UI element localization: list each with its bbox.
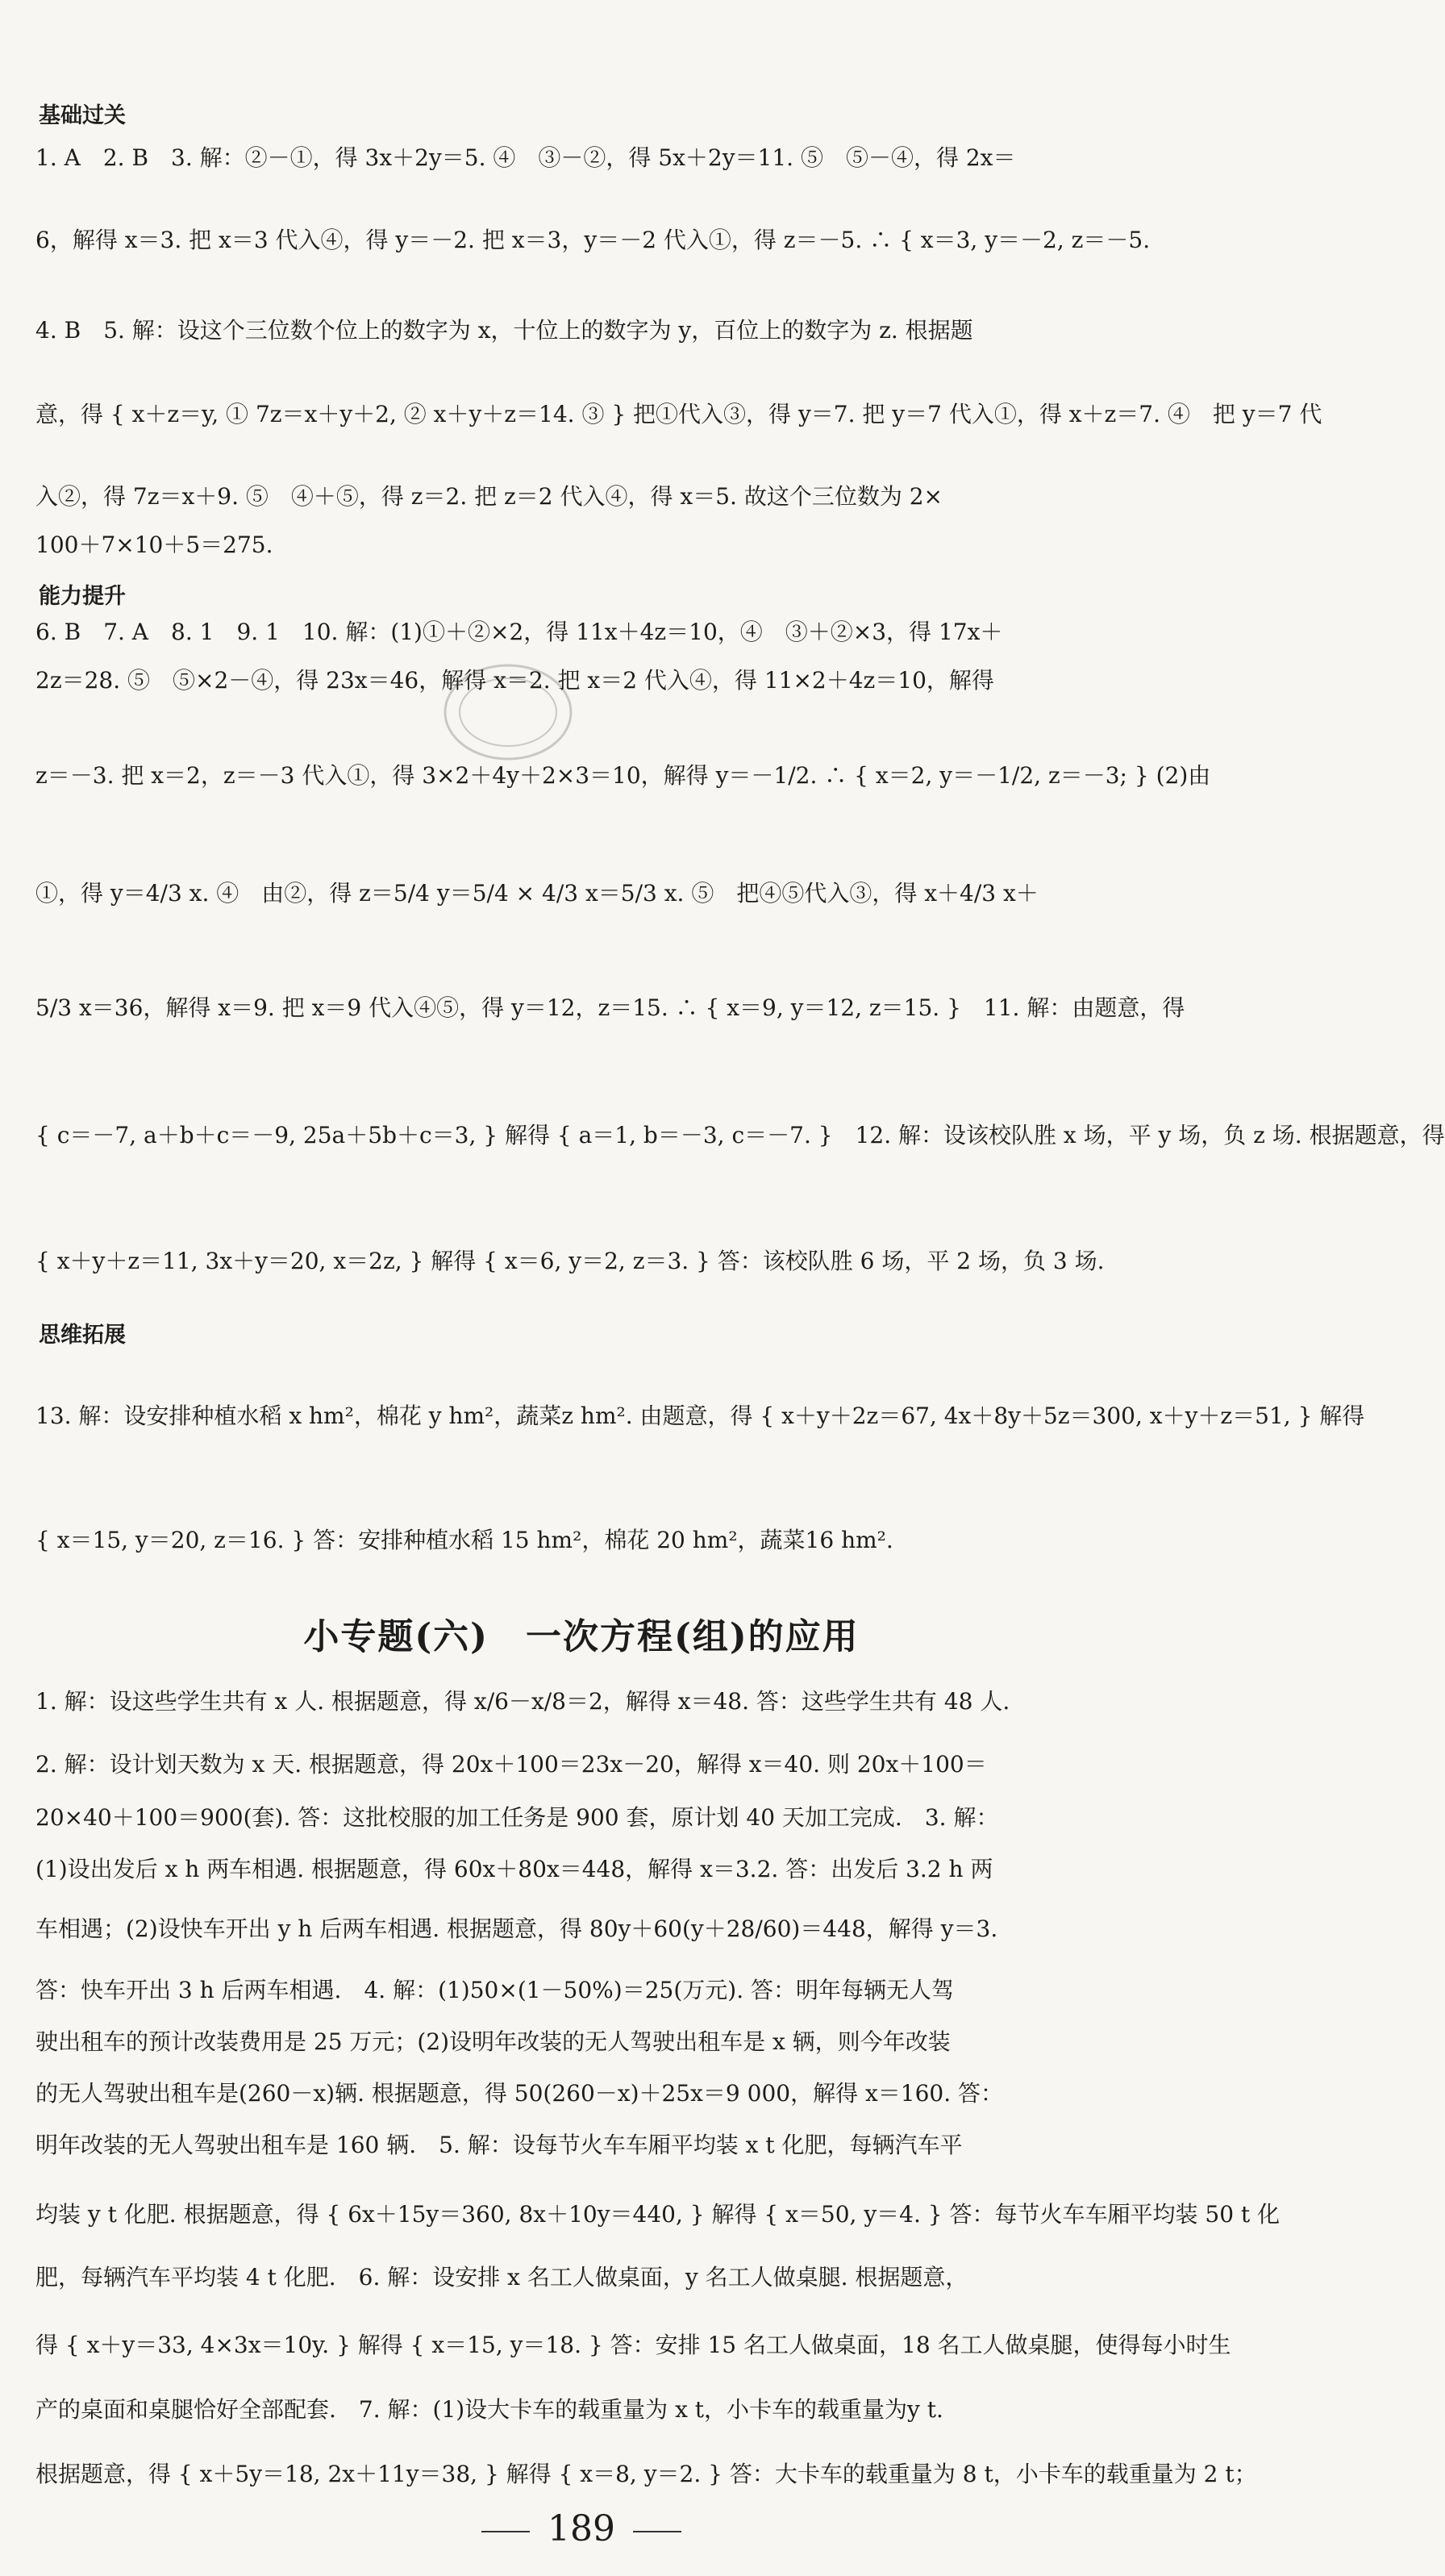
answer-line-10: ①，得 y＝4/3 x. ④ 由②，得 z＝5/4 y＝5/4 × 4/3 x＝5/3 x. ⑤ 把④⑤代入③，得 x＋4/3 x＋ bbox=[35, 880, 1039, 907]
answer-line-19: (1)设出发后 x h 两车相遇. 根据题意，得 60x＋80x＝448，解得 x＝3.2. 答：出发后 3.2 h 两 bbox=[35, 1856, 993, 1882]
page-number-left-rule bbox=[481, 2531, 530, 2532]
answer-line-2: 6，解得 x＝3. 把 x＝3 代入④，得 y＝－2. 把 x＝3，y＝－2 代入①，得 z＝－5. ∴ { x＝3, y＝－2, z＝－5. bbox=[35, 227, 1151, 253]
answer-line-3: 4. B 5. 解：设这个三位数个位上的数字为 x，十位上的数字为 y，百位上的数字为 z. 根据题 bbox=[35, 317, 973, 344]
answer-line-24: 明年改装的无人驾驶出租车是 160 辆. 5. 解：设每节火车车厢平均装 x t 化肥，每辆汽车平 bbox=[35, 2132, 963, 2158]
page-number-text: 189 bbox=[548, 2508, 615, 2549]
answer-line-25: 均装 y t 化肥. 根据题意，得 { 6x＋15y＝360, 8x＋10y＝440, } 解得 { x＝50, y＝4. } 答：每节火车车厢平均装 50 t 化 bbox=[35, 2201, 1281, 2228]
answer-line-26: 肥，每辆汽车平均装 4 t 化肥. 6. 解：设安排 x 名工人做桌面，y 名工人做桌腿. 根据题意， bbox=[35, 2264, 968, 2290]
answer-line-27: 得 { x＋y＝33, 4×3x＝10y. } 解得 { x＝15, y＝18. } 答：安排 15 名工人做桌面，18 名工人做桌腿，使得每小时生 bbox=[35, 2332, 1231, 2358]
answer-line-9: z＝－3. 把 x＝2，z＝－3 代入①，得 3×2＋4y＋2×3＝10，解得 y＝－1/2. ∴ { x＝2, y＝－1/2, z＝－3; } (2)由 bbox=[35, 762, 1211, 789]
answer-line-13: { x＋y＋z＝11, 3x＋y＝20, x＝2z, } 解得 { x＝6, y＝2, z＝3. } 答：该校队胜 6 场，平 2 场，负 3 场. bbox=[35, 1248, 1105, 1274]
answer-line-17: 2. 解：设计划天数为 x 天. 根据题意，得 20x＋100＝23x－20，解得 x＝40. 则 20x＋100＝ bbox=[35, 1751, 987, 1778]
section-thinking: 思维拓展 bbox=[39, 1323, 126, 1348]
page-number bbox=[0, 2505, 1163, 2553]
answer-line-18: 20×40＋100＝900(套). 答：这批校服的加工任务是 900 套，原计划 40 天加工完成. 3. 解： bbox=[35, 1804, 999, 1831]
answer-line-12: { c＝－7, a＋b＋c＝－9, 25a＋5b＋c＝3, } 解得 { a＝1, b＝－3, c＝－7. } 12. 解：设该校队胜 x 场，平 y 场，负 z 场. 根据题意，得 bbox=[35, 1122, 1445, 1148]
answer-line-29: 根据题意，得 { x＋5y＝18, 2x＋11y＝38, } 解得 { x＝8, y＝2. } 答：大卡车的载重量为 8 t，小卡车的载重量为 2 t； bbox=[35, 2461, 1257, 2487]
section-basic: 基础过关 bbox=[39, 103, 126, 128]
answer-line-5: 入②，得 7z＝x＋9. ⑤ ④＋⑤，得 z＝2. 把 z＝2 代入④，得 x＝5. 故这个三位数为 2× bbox=[35, 483, 943, 510]
section-ability: 能力提升 bbox=[39, 584, 126, 609]
answer-line-11: 5/3 x＝36，解得 x＝9. 把 x＝9 代入④⑤，得 y＝12，z＝15. ∴ { x＝9, y＝12, z＝15. } 11. 解：由题意，得 bbox=[35, 994, 1185, 1021]
answer-line-6: 100＋7×10＋5＝275. bbox=[35, 531, 273, 558]
answer-line-21: 答：快车开出 3 h 后两车相遇. 4. 解：(1)50×(1－50%)＝25(万元). 答：明年每辆无人驾 bbox=[35, 1977, 954, 2003]
answer-line-14: 13. 解：设安排种植水稻 x hm²，棉花 y hm²，蔬菜z hm². 由题意，得 { x＋y＋2z＝67, 4x＋8y＋5z＝300, x＋y＋z＝51, } 解得 bbox=[35, 1403, 1365, 1429]
answer-line-23: 的无人驾驶出租车是(260－x)辆. 根据题意，得 50(260－x)＋25x＝9 000，解得 x＝160. 答： bbox=[35, 2080, 1004, 2107]
answer-line-15: { x＝15, y＝20, z＝16. } 答：安排种植水稻 15 hm²，棉花 20 hm²，蔬菜16 hm². bbox=[35, 1527, 893, 1553]
answer-line-22: 驶出租车的预计改装费用是 25 万元；(2)设明年改装的无人驾驶出租车是 x 辆，则今年改装 bbox=[35, 2028, 951, 2055]
answer-line-8: 2z＝28. ⑤ ⑤×2－④，得 23x＝46，解得 x＝2. 把 x＝2 代入④，得 11×2＋4z＝10，解得 bbox=[35, 667, 994, 694]
answer-line-16: 1. 解：设这些学生共有 x 人. 根据题意，得 x/6－x/8＝2，解得 x＝48. 答：这些学生共有 48 人. bbox=[35, 1688, 1010, 1715]
answer-line-4: 意，得 { x＋z＝y, ① 7z＝x＋y＋2, ② x＋y＋z＝14. ③ } 把①代入③，得 y＝7. 把 y＝7 代入①，得 x＋z＝7. ④ 把 y＝7 代 bbox=[35, 401, 1322, 427]
answer-line-7: 6. B 7. A 8. 1 9. 1 10. 解：(1)①＋②×2，得 11x＋4z＝10，④ ③＋②×3，得 17x＋ bbox=[35, 619, 1003, 645]
answer-line-1: 1. A 2. B 3. 解：②－①，得 3x＋2y＝5. ④ ③－②，得 5x＋2y＝11. ⑤ ⑤－④，得 2x＝ bbox=[35, 144, 1016, 171]
page-number-right-rule bbox=[633, 2531, 681, 2532]
answer-line-28: 产的桌面和桌腿恰好全部配套. 7. 解：(1)设大卡车的载重量为 x t，小卡车的载重量为y t. bbox=[35, 2396, 943, 2423]
special-topic-title: 小专题(六) 一次方程(组)的应用 bbox=[303, 1616, 860, 1657]
answer-line-20: 车相遇；(2)设快车开出 y h 后两车相遇. 根据题意，得 80y＋60(y＋28/60)＝448，解得 y＝3. bbox=[35, 1915, 998, 1942]
